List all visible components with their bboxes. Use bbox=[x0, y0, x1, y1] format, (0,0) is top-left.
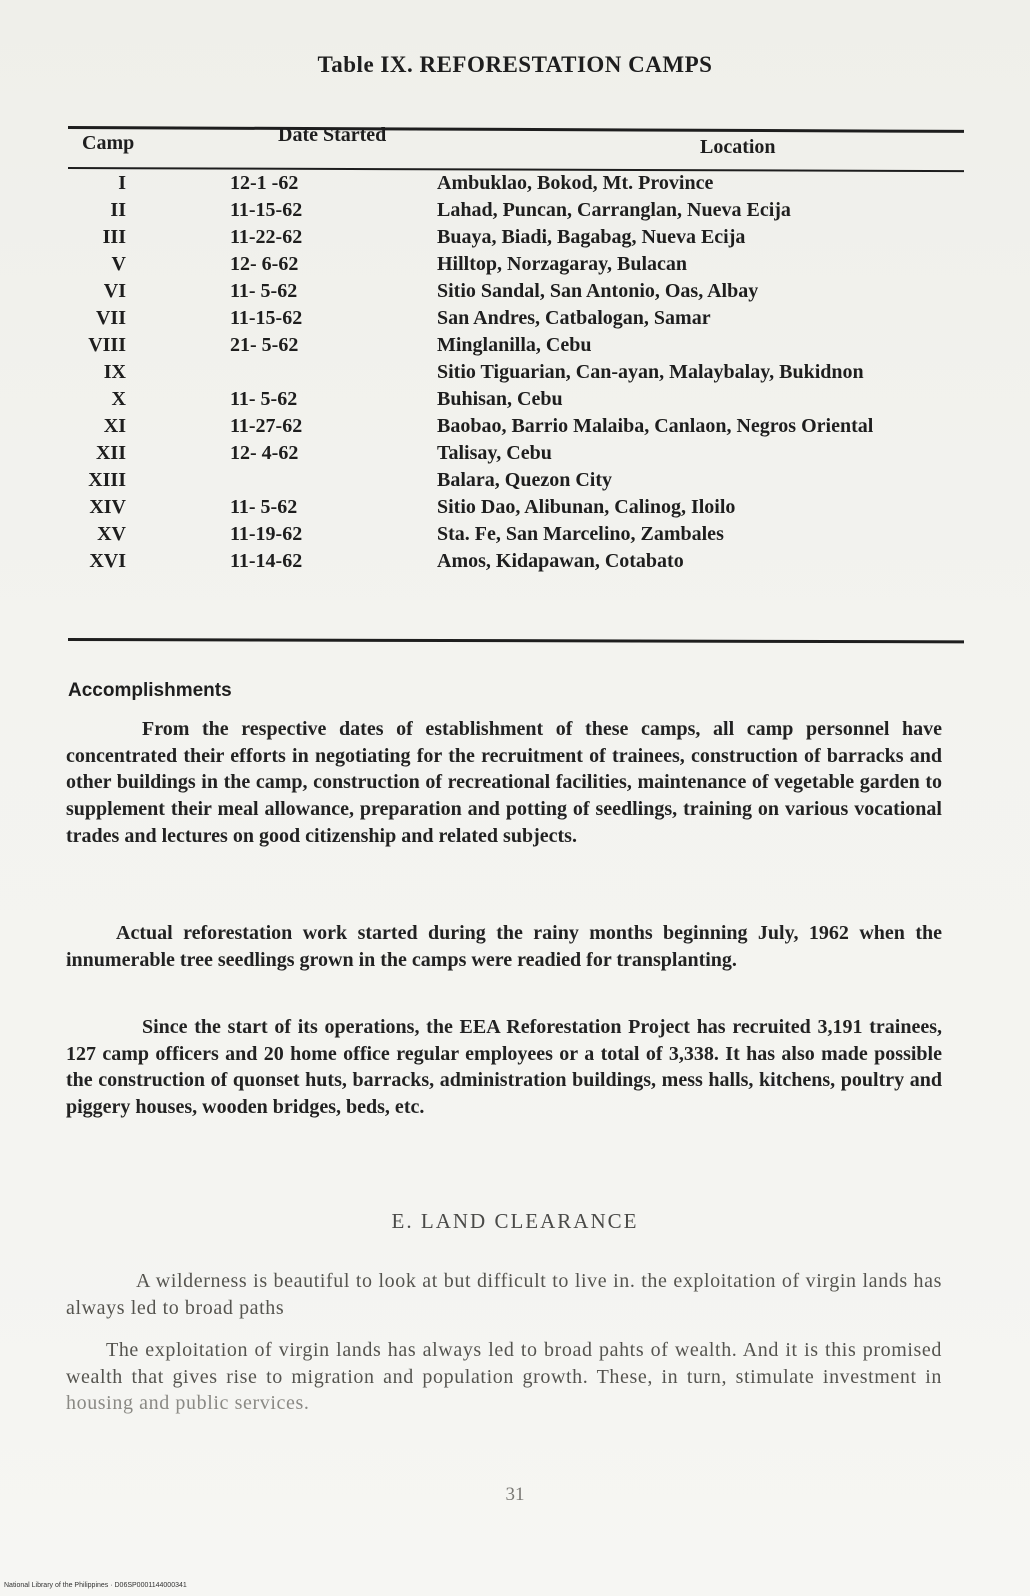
table-row bbox=[0, 305, 1030, 332]
table-row bbox=[0, 548, 1030, 575]
date-cell: 11- 5-62 bbox=[230, 280, 298, 302]
accomplishments-heading: Accomplishments bbox=[68, 680, 232, 701]
location-cell: Talisay, Cebu bbox=[437, 442, 552, 464]
table-row bbox=[0, 413, 1030, 440]
accomplishments-paragraph-1: From the respective dates of establishment of these camps, all camp personnel have concentrated their efforts in negotiating for the recruitment of trainees, construction of barracks and other buildings in the camp, construction of recreational facilities, maintenance of vegetable garden to supplement their meal allowance, preparation and potting of seedlings, training on various vocational trades and lectures on good citizenship and related subjects. bbox=[66, 718, 942, 847]
table-row bbox=[0, 251, 1030, 278]
table-row bbox=[0, 332, 1030, 359]
camp-cell: VI bbox=[103, 280, 126, 302]
camp-cell: X bbox=[111, 388, 126, 410]
date-cell: 11-14-62 bbox=[230, 550, 303, 572]
date-cell: 11-27-62 bbox=[230, 415, 303, 437]
date-cell: 11-22-62 bbox=[230, 226, 303, 248]
date-cell: 21- 5-62 bbox=[230, 334, 299, 356]
location-cell: Sitio Dao, Alibunan, Calinog, Iloilo bbox=[437, 496, 736, 518]
land-clearance-paragraph-1: A wilderness is beautiful to look at but difficult to live in. the exploitation of virgin lands has always led to broad paths bbox=[66, 1270, 942, 1319]
table-title: Table IX. REFORESTATION CAMPS bbox=[317, 52, 713, 77]
date-cell: 11-15-62 bbox=[230, 307, 303, 329]
land-clearance-paragraph-2-main: The exploitation of virgin lands has always led to broad pahts of wealth. And it is this promised wealth that gives rise to migration and population growth. These, in turn, stimulate investment in bbox=[66, 1339, 942, 1388]
date-cell: 11- 5-62 bbox=[230, 388, 298, 410]
camp-cell: XIII bbox=[88, 469, 126, 491]
table-row bbox=[0, 224, 1030, 251]
table-bottom-rule bbox=[68, 638, 964, 643]
camp-cell: II bbox=[110, 199, 126, 221]
location-cell: Sitio Tiguarian, Can-ayan, Malaybalay, Bukidnon bbox=[437, 361, 864, 383]
camp-cell: VII bbox=[95, 307, 126, 329]
table-body bbox=[0, 170, 1030, 575]
location-cell: Amos, Kidapawan, Cotabato bbox=[437, 550, 684, 572]
camp-cell: XV bbox=[97, 523, 126, 545]
location-cell: San Andres, Catbalogan, Samar bbox=[437, 307, 711, 329]
camp-cell: IX bbox=[103, 361, 126, 383]
column-header-camp: Camp bbox=[82, 132, 135, 154]
date-cell: 11- 5-62 bbox=[230, 496, 298, 518]
date-cell: 12-1 -62 bbox=[230, 172, 299, 194]
accomplishments-paragraph-3: Since the start of its operations, the EEA Reforestation Project has recruited 3,191 trainees, 127 camp officers and 20 home office regular employees or a total of 3,338. It has also made possible the construction of quonset huts, barracks, administration buildings, mess halls, kitchens, poultry and piggery houses, wooden bridges, beds, etc. bbox=[66, 1016, 942, 1119]
date-cell: 12- 4-62 bbox=[230, 442, 299, 464]
camp-cell: VIII bbox=[88, 334, 126, 356]
camp-cell: V bbox=[111, 253, 126, 275]
date-cell: 11-19-62 bbox=[230, 523, 303, 545]
location-cell: Ambuklao, Bokod, Mt. Province bbox=[437, 172, 714, 194]
camp-cell: I bbox=[118, 172, 126, 194]
location-cell: Sta. Fe, San Marcelino, Zambales bbox=[437, 523, 724, 545]
camp-cell: XIV bbox=[89, 496, 126, 518]
land-clearance-paragraph-2-faded: housing and public services. bbox=[66, 1392, 310, 1415]
location-cell: Minglanilla, Cebu bbox=[437, 334, 592, 356]
date-cell: 11-15-62 bbox=[230, 199, 303, 221]
table-top-rule bbox=[68, 126, 964, 133]
land-clearance-paragraph-2 bbox=[66, 1337, 942, 1417]
location-cell: Balara, Quezon City bbox=[437, 469, 612, 491]
table-row bbox=[0, 359, 1030, 386]
camp-cell: III bbox=[102, 226, 126, 248]
land-clearance-heading: E. LAND CLEARANCE bbox=[391, 1209, 639, 1233]
camp-cell: XVI bbox=[89, 550, 126, 572]
location-cell: Hilltop, Norzagaray, Bulacan bbox=[437, 253, 687, 275]
footer-credit: National Library of the Philippines · D06SP0001144000341 bbox=[4, 1582, 187, 1589]
table-row bbox=[0, 386, 1030, 413]
location-cell: Sitio Sandal, San Antonio, Oas, Albay bbox=[437, 280, 759, 302]
table-row bbox=[0, 494, 1030, 521]
table-row bbox=[0, 440, 1030, 467]
date-cell: 12- 6-62 bbox=[230, 253, 299, 275]
table-row bbox=[0, 467, 1030, 494]
column-header-location: Location bbox=[700, 136, 776, 158]
location-cell: Baobao, Barrio Malaiba, Canlaon, Negros Oriental bbox=[437, 415, 874, 437]
table-row bbox=[0, 278, 1030, 305]
accomplishments-paragraph-2: Actual reforestation work started during the rainy months beginning July, 1962 when the innumerable tree seedlings grown in the camps were readied for transplanting. bbox=[66, 922, 942, 971]
location-cell: Buhisan, Cebu bbox=[437, 388, 563, 410]
column-header-date-started: Date Started bbox=[278, 124, 387, 146]
location-cell: Buaya, Biadi, Bagabag, Nueva Ecija bbox=[437, 226, 746, 248]
page-number: 31 bbox=[505, 1484, 525, 1505]
location-cell: Lahad, Puncan, Carranglan, Nueva Ecija bbox=[437, 199, 791, 221]
table-row bbox=[0, 170, 1030, 197]
table-row bbox=[0, 521, 1030, 548]
table-row bbox=[0, 197, 1030, 224]
camp-cell: XI bbox=[103, 415, 126, 437]
camp-cell: XII bbox=[95, 442, 126, 464]
